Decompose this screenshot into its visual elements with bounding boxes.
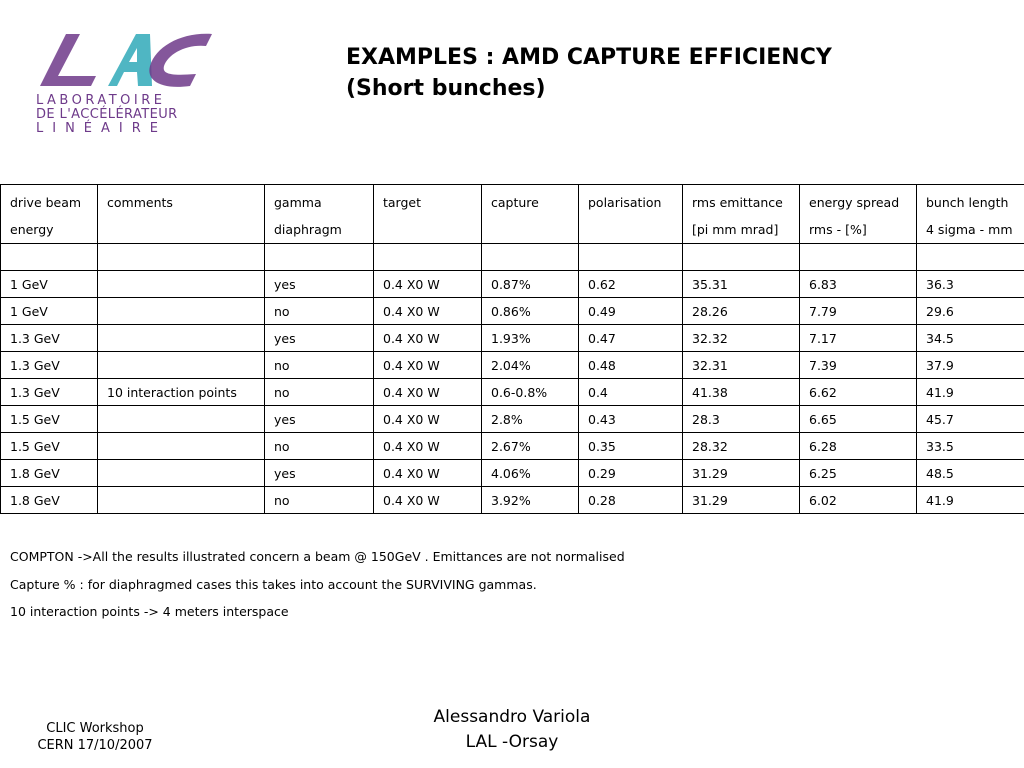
table-cell: 1.3 GeV (1, 379, 98, 406)
table-cell: 34.5 (917, 325, 1024, 352)
table-cell: 31.29 (683, 460, 800, 487)
footer-author-affiliation: LAL -Orsay (465, 732, 559, 752)
table-cell: 29.6 (917, 298, 1024, 325)
table-cell: 0.62 (579, 271, 683, 298)
table-cell: 6.83 (800, 271, 917, 298)
table-cell: 0.29 (579, 460, 683, 487)
table-cell: 0.4 X0 W (374, 406, 482, 433)
table-cell: 2.67% (482, 433, 579, 460)
header-text-line: [pi mm mrad] (692, 222, 779, 237)
header-text-line: rms emittance (692, 195, 783, 210)
table-row (1, 379, 1024, 406)
header-text-line: capture (491, 195, 539, 210)
table-cell: yes (265, 406, 374, 433)
table-cell: no (265, 487, 374, 514)
table-cell: 28.26 (683, 298, 800, 325)
table-cell: 0.49 (579, 298, 683, 325)
note-line: COMPTON ->All the results illustrated concern a beam @ 150GeV . Emittances are not normalised (10, 549, 625, 564)
table-cell: 4.06% (482, 460, 579, 487)
table-cell: 6.62 (800, 379, 917, 406)
table-cell (98, 487, 265, 514)
table-cell (98, 325, 265, 352)
logo-text-line: LABORATOIRE (36, 93, 166, 108)
lal-logo (36, 30, 216, 140)
header-text-line: target (383, 195, 422, 210)
lal-logo-mark (36, 30, 216, 92)
table-cell: 0.4 X0 W (374, 487, 482, 514)
table-cell: 0.4 X0 W (374, 298, 482, 325)
table-cell (265, 244, 374, 271)
table-cell (98, 406, 265, 433)
table-cell: 0.86% (482, 298, 579, 325)
table-cell: 32.32 (683, 325, 800, 352)
table-cell: 1.5 GeV (1, 433, 98, 460)
table-cell: no (265, 433, 374, 460)
header-text-line: bunch length (926, 195, 1009, 210)
table-cell: yes (265, 271, 374, 298)
table-cell: 0.4 X0 W (374, 352, 482, 379)
table-cell: 2.04% (482, 352, 579, 379)
table-cell: 41.38 (683, 379, 800, 406)
header-text-line: energy spread (809, 195, 900, 210)
table-cell (98, 433, 265, 460)
table-cell: 0.6-0.8% (482, 379, 579, 406)
table-row (1, 433, 1024, 460)
table-cell: 1.8 GeV (1, 460, 98, 487)
table-row (1, 298, 1024, 325)
table-cell: 1.5 GeV (1, 406, 98, 433)
table-cell: 0.48 (579, 352, 683, 379)
table-header-cell (800, 185, 917, 244)
table-cell (98, 460, 265, 487)
slide-title (346, 42, 946, 104)
table-cell: 0.4 X0 W (374, 379, 482, 406)
table-cell: 7.17 (800, 325, 917, 352)
header-text-line: gamma (274, 195, 322, 210)
table-cell: 0.47 (579, 325, 683, 352)
title-line-2: (Short bunches) (346, 76, 546, 101)
table-cell: 31.29 (683, 487, 800, 514)
table-cell (374, 244, 482, 271)
table-cell: 0.4 X0 W (374, 271, 482, 298)
header-text-line: diaphragm (274, 222, 342, 237)
footer-event-date: CERN 17/10/2007 (37, 738, 153, 753)
table-cell: 3.92% (482, 487, 579, 514)
table-cell: 1.3 GeV (1, 352, 98, 379)
table-cell: 41.9 (917, 487, 1024, 514)
table-cell: 36.3 (917, 271, 1024, 298)
table-cell (917, 244, 1024, 271)
capture-efficiency-table (0, 184, 1024, 514)
table-cell: 6.02 (800, 487, 917, 514)
table-cell: 1.93% (482, 325, 579, 352)
table-cell: 6.25 (800, 460, 917, 487)
table-row (1, 352, 1024, 379)
table-cell (1, 244, 98, 271)
table-cell: yes (265, 325, 374, 352)
footer-event-name: CLIC Workshop (46, 721, 144, 736)
table-cell: 41.9 (917, 379, 1024, 406)
table-header-cell (917, 185, 1024, 244)
table-cell: no (265, 298, 374, 325)
table-header-cell (98, 185, 265, 244)
table-cell: 0.87% (482, 271, 579, 298)
header-text-line: energy (10, 222, 54, 237)
logo-text-line: LINÉAIRE (36, 121, 167, 136)
header-text-line (588, 212, 682, 239)
table-cell: 0.35 (579, 433, 683, 460)
table-cell (579, 244, 683, 271)
table-cell: 7.39 (800, 352, 917, 379)
header-text-line (491, 212, 578, 239)
table-header-cell (265, 185, 374, 244)
table-cell: 10 interaction points (98, 379, 265, 406)
table-cell: 7.79 (800, 298, 917, 325)
table-cell: 0.4 (579, 379, 683, 406)
table-row (1, 325, 1024, 352)
table-cell: 37.9 (917, 352, 1024, 379)
table-cell: 35.31 (683, 271, 800, 298)
table-cell: 0.4 X0 W (374, 433, 482, 460)
logo-text-line: DE L'ACCÉLÉRATEUR (36, 107, 178, 122)
table-header-row (1, 185, 1024, 244)
table-cell: 28.3 (683, 406, 800, 433)
table-cell: 6.28 (800, 433, 917, 460)
table-cell: 6.65 (800, 406, 917, 433)
table-cell: 1.3 GeV (1, 325, 98, 352)
footer-author-name: Alessandro Variola (433, 707, 591, 727)
table-cell (683, 244, 800, 271)
table-header-cell (374, 185, 482, 244)
table-row (1, 460, 1024, 487)
table-cell (482, 244, 579, 271)
table-cell: 0.28 (579, 487, 683, 514)
table-cell: 0.43 (579, 406, 683, 433)
table-cell: 1 GeV (1, 271, 98, 298)
header-text-line (107, 212, 264, 239)
table-cell (98, 298, 265, 325)
table-header-cell (482, 185, 579, 244)
table-cell (98, 271, 265, 298)
table-cell: 1.8 GeV (1, 487, 98, 514)
table-cell: no (265, 379, 374, 406)
table-cell: 32.31 (683, 352, 800, 379)
table-cell: 1 GeV (1, 298, 98, 325)
table-cell: 0.4 X0 W (374, 460, 482, 487)
table-cell (98, 244, 265, 271)
table-header-cell (579, 185, 683, 244)
table-header-cell (683, 185, 800, 244)
table-cell: 48.5 (917, 460, 1024, 487)
title-line-1: EXAMPLES : AMD CAPTURE EFFICIENCY (346, 45, 832, 70)
table-cell: 28.32 (683, 433, 800, 460)
table-cell: 33.5 (917, 433, 1024, 460)
footer-author (412, 705, 612, 755)
table-cell (800, 244, 917, 271)
table-cell (98, 352, 265, 379)
header-text-line: comments (107, 195, 173, 210)
table-row (1, 271, 1024, 298)
table-cell: 2.8% (482, 406, 579, 433)
table-row (1, 244, 1024, 271)
notes (10, 548, 625, 631)
header-text-line: rms - [%] (809, 222, 867, 237)
table-row (1, 406, 1024, 433)
table-cell: no (265, 352, 374, 379)
table-cell: yes (265, 460, 374, 487)
footer-event (20, 720, 170, 754)
header-text-line: drive beam (10, 195, 82, 210)
table-row (1, 487, 1024, 514)
table-cell: 45.7 (917, 406, 1024, 433)
header-text-line (383, 212, 481, 239)
note-line: 10 interaction points -> 4 meters interspace (10, 604, 289, 619)
table-cell: 0.4 X0 W (374, 325, 482, 352)
table-header-cell (1, 185, 98, 244)
header-text-line: polarisation (588, 195, 662, 210)
header-text-line: 4 sigma - mm (926, 222, 1013, 237)
note-line: Capture % : for diaphragmed cases this takes into account the SURVIVING gammas. (10, 576, 537, 592)
